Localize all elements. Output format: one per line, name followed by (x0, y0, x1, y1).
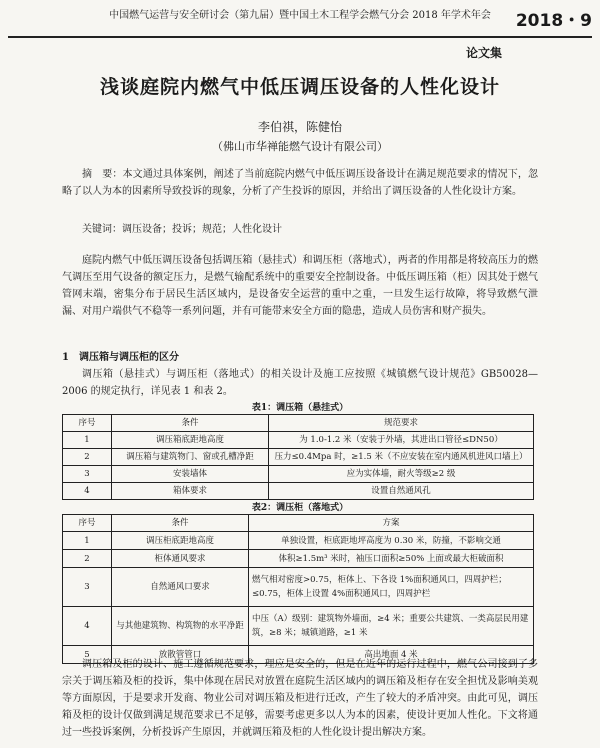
affiliation: （佛山市华禅能燃气设计有限公司） (212, 140, 388, 153)
keywords: 关键词：调压设备；投诉；规范；人性化设计 (82, 224, 282, 235)
table1-caption: 表1：调压箱（悬挂式） (251, 403, 349, 413)
table-cell: 调压柜底距地高度 (112, 532, 249, 550)
section-text: 调压箱（悬挂式）与调压柜（落地式）的相关设计及施工应按照《城镇燃气设计规范》GB50028—2006 的规定执行，详见表 1 和表 2。 (62, 369, 538, 397)
table-cell: 箱体要求 (112, 483, 269, 500)
table-cell: 1 (63, 532, 112, 550)
authors: 李伯祺，陈健怡 (257, 120, 342, 134)
table-cell: 1 (63, 432, 112, 449)
column-label: 论文集 (465, 46, 502, 60)
table-cell: 与其他建筑物、构筑物的水平净距 (112, 607, 249, 646)
table-cell: 体积≥1.5m³ 米时，袖压口面积≥50% 上面或最大柜破面积 (249, 550, 534, 568)
table-cell: 4 (63, 483, 112, 500)
table-cell: 2 (63, 550, 112, 568)
table-header: 序号 (63, 415, 112, 432)
table-header: 方案 (249, 515, 534, 532)
table-cell: 中压（A）级别：建筑物外墙面，≥4 米；重要公共建筑、一类高层民用建筑，≥8 米；城镇道路，≥1 米 (249, 607, 534, 646)
table-row (63, 432, 534, 449)
table-cell: 调压箱底距地高度 (112, 432, 269, 449)
table-cell: 压力≤0.4Mpa 时，≥1.5 米（不应安装在室内通风机进风口墙上） (269, 449, 534, 466)
table1 (62, 414, 534, 500)
table-cell: 设置自然通风孔 (269, 483, 534, 500)
table-row (63, 483, 534, 500)
table-row (63, 532, 534, 550)
table-cell: 3 (63, 466, 112, 483)
table-cell: 为 1.0-1.2 米（安装于外墙，其进出口管径≤DN50） (269, 432, 534, 449)
table2 (62, 514, 534, 664)
header-rule (8, 36, 592, 38)
table-cell: 4 (63, 607, 112, 646)
table-cell: 放散管管口 (112, 646, 249, 664)
table-row (63, 607, 534, 646)
table-cell: 自然通风口要求 (112, 568, 249, 607)
table-header: 序号 (63, 515, 112, 532)
table-row (63, 449, 534, 466)
table-cell: 柜体通风要求 (112, 550, 249, 568)
closing-paragraph: 调压箱及柜的设计、施工遵循规范要求，理应是安全的，但是在近年的运行过程中，燃气公司接到了多宗关于调压箱及柜的投诉，集中体现在居民对放置在庭院生活区域内的调压箱及柜存在安全担忧及影响美观等方面原因，于是要求开发商、物业公司对调压箱及柜进行迁改，产生了较大的矛盾冲突。由此可见，调压箱及柜的设计仅做到满足规范要求已不足够，需要考虑更多以人为本的因素，使设计更加人性化。下文将通过一些投诉案例，分析投诉产生原因，并就调压箱及柜的人性化设计提出解决方案。 (62, 659, 538, 738)
conference-header: 中国燃气运营与安全研讨会（第九届）暨中国土木工程学会燃气分会 2018 年学术年会 (109, 10, 491, 21)
table-cell: 应为实体墙，耐火等级≥2 级 (269, 466, 534, 483)
section-heading: 1 调压箱与调压柜的区分 (62, 352, 179, 363)
abstract: 摘 要：本文通过具体案例，阐述了当前庭院内燃气中低压调压设备设计在满足规范要求的情况下，忽略了以人为本的因素所导致投诉的现象，分析了产生投诉的原因，并给出了调压设备的人性化设计方案。 (62, 169, 538, 197)
table-cell: 燃气相对密度>0.75，柜体上、下各设 1%面积通风口，四周护栏；≤0.75，柜体上设置 4%面积通风口，四周护栏 (249, 568, 534, 607)
table2-caption: 表2：调压柜（落地式） (251, 503, 349, 513)
table-header: 条件 (112, 515, 249, 532)
table-row (63, 466, 534, 483)
table-row (63, 568, 534, 607)
paper-title: 浅谈庭院内燃气中低压调压设备的人性化设计 (99, 76, 500, 98)
table-row (63, 550, 534, 568)
table-header: 条件 (112, 415, 269, 432)
table-cell: 安装墙体 (112, 466, 269, 483)
intro-paragraph: 庭院内燃气中低压调压设备包括调压箱（悬挂式）和调压柜（落地式），两者的作用都是将较高压力的燃气调压至用气设备的额定压力，是燃气输配系统中的重要安全控制设备。中低压调压箱（柜）因其处于燃气管网末端，密集分布于居民生活区域内，是设备安全运营的重中之重，一旦发生运行故障，将导致燃气泄漏、对用户端供气不稳等一系列问题，并有可能带来安全方面的隐患，造成人员伤害和财产损失。 (62, 255, 538, 317)
table-cell: 调压箱与建筑物门、窗或孔槽净距 (112, 449, 269, 466)
table-cell: 3 (63, 568, 112, 607)
table-cell: 2 (63, 449, 112, 466)
issue-label: 2018・9 (515, 11, 592, 31)
table-cell: 5 (63, 646, 112, 664)
table-cell: 单独设置，柜底距地坪高度为 0.30 米，防撞，不影响交通 (249, 532, 534, 550)
table-header: 规范要求 (269, 415, 534, 432)
table-cell: 高出地面 4 米 (249, 646, 534, 664)
